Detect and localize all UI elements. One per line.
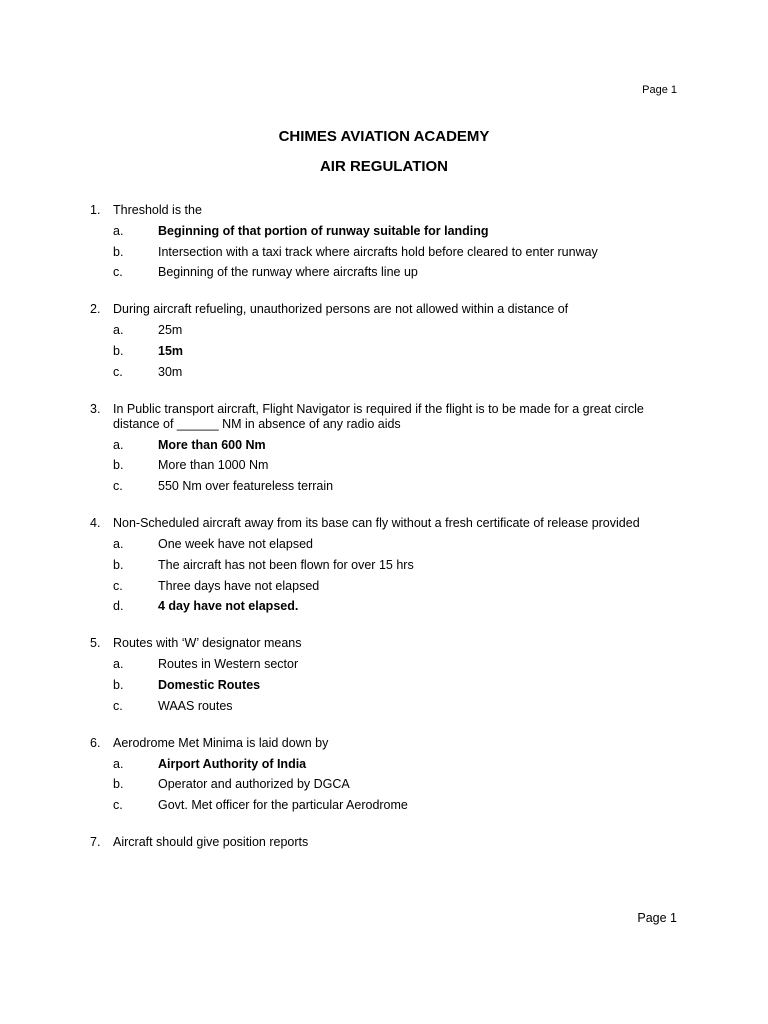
answer-option [90, 458, 690, 473]
option-text: Operator and authorized by DGCA [158, 777, 350, 792]
option-text: The aircraft has not been flown for over 15 hrs [158, 557, 414, 572]
answer-option [90, 798, 690, 813]
option-text: 30m [158, 364, 183, 379]
option-text: Beginning of that portion of runway suitable for landing [158, 223, 489, 238]
answer-option [90, 579, 690, 594]
question-line [90, 516, 690, 531]
question-item [90, 835, 690, 850]
document-title: CHIMES AVIATION ACADEMY [278, 128, 490, 145]
option-label: b. [113, 557, 124, 572]
option-text: Intersection with a taxi track where aircrafts hold before cleared to enter runway [158, 244, 598, 259]
option-text: 550 Nm over featureless terrain [158, 479, 334, 494]
question-list [90, 203, 690, 872]
option-text: Domestic Routes [158, 677, 261, 692]
question-text: Aircraft should give position reports [113, 835, 309, 850]
option-text: One week have not elapsed [158, 536, 313, 551]
question-line [90, 636, 690, 651]
answer-option-correct [90, 438, 690, 453]
answer-option [90, 323, 690, 338]
option-label: a. [113, 437, 124, 452]
option-text: More than 600 Nm [158, 437, 266, 452]
question-item [90, 636, 690, 713]
answer-option [90, 479, 690, 494]
question-item [90, 516, 690, 614]
option-label: c. [113, 364, 123, 379]
question-line [90, 302, 690, 317]
option-text: Beginning of the runway where aircrafts line up [158, 265, 418, 280]
option-text: 25m [158, 323, 183, 338]
option-label: b. [113, 458, 124, 473]
question-number: 3. [90, 401, 101, 416]
option-text: Govt. Met officer for the particular Aerodrome [158, 798, 408, 813]
option-label: a. [113, 323, 124, 338]
question-item [90, 203, 690, 280]
question-number: 6. [90, 735, 101, 750]
answer-option [90, 699, 690, 714]
question-text: In Public transport aircraft, Flight Navigator is required if the flight is to be made for a great circle distance of ______ NM in absence of any radio aids [113, 401, 644, 431]
option-text: More than 1000 Nm [158, 458, 269, 473]
question-item [90, 736, 690, 813]
question-line [90, 402, 690, 432]
answer-option [90, 558, 690, 573]
question-number: 1. [90, 203, 101, 217]
option-label: b. [113, 244, 124, 259]
question-item [90, 302, 690, 379]
question-line [90, 736, 690, 751]
option-text: WAAS routes [158, 698, 233, 713]
answer-option [90, 537, 690, 552]
option-label: c. [113, 479, 123, 494]
question-line [90, 835, 690, 850]
question-text: Threshold is the [113, 203, 202, 217]
answer-option [90, 245, 690, 260]
answer-option-correct [90, 757, 690, 772]
answer-option-correct [90, 599, 690, 614]
question-text: Routes with ‘W’ designator means [113, 636, 302, 651]
option-label: b. [113, 343, 124, 358]
question-number: 4. [90, 516, 101, 531]
option-label: a. [113, 223, 124, 238]
answer-option-correct [90, 224, 690, 239]
answer-option [90, 657, 690, 672]
option-label: c. [113, 698, 123, 713]
answer-option [90, 777, 690, 792]
option-text: Airport Authority of India [158, 756, 307, 771]
option-label: a. [113, 756, 124, 771]
option-text: Routes in Western sector [158, 657, 299, 672]
document-subtitle: AIR REGULATION [319, 158, 449, 175]
option-label: b. [113, 777, 124, 792]
option-label: a. [113, 657, 124, 672]
page-footer-number: Page 1 [637, 911, 677, 925]
question-text: Non-Scheduled aircraft away from its base can fly without a fresh certificate of release provided [113, 516, 640, 531]
question-number: 5. [90, 636, 101, 651]
question-number: 7. [90, 835, 101, 850]
question-number: 2. [90, 302, 101, 317]
answer-option [90, 265, 690, 280]
option-text: 4 day have not elapsed. [158, 599, 299, 614]
page-header-number: Page 1 [642, 84, 677, 96]
question-item [90, 402, 690, 494]
option-label: b. [113, 677, 124, 692]
question-text: During aircraft refueling, unauthorized persons are not allowed within a distance of [113, 302, 569, 317]
option-label: a. [113, 536, 124, 551]
option-label: c. [113, 265, 123, 280]
answer-option-correct [90, 344, 690, 359]
answer-option-correct [90, 678, 690, 693]
answer-option [90, 365, 690, 380]
option-label: c. [113, 798, 123, 813]
question-line [90, 203, 690, 218]
option-text: 15m [158, 343, 184, 358]
question-text: Aerodrome Met Minima is laid down by [113, 735, 329, 750]
option-label: c. [113, 578, 123, 593]
option-label: d. [113, 599, 124, 614]
option-text: Three days have not elapsed [158, 578, 320, 593]
